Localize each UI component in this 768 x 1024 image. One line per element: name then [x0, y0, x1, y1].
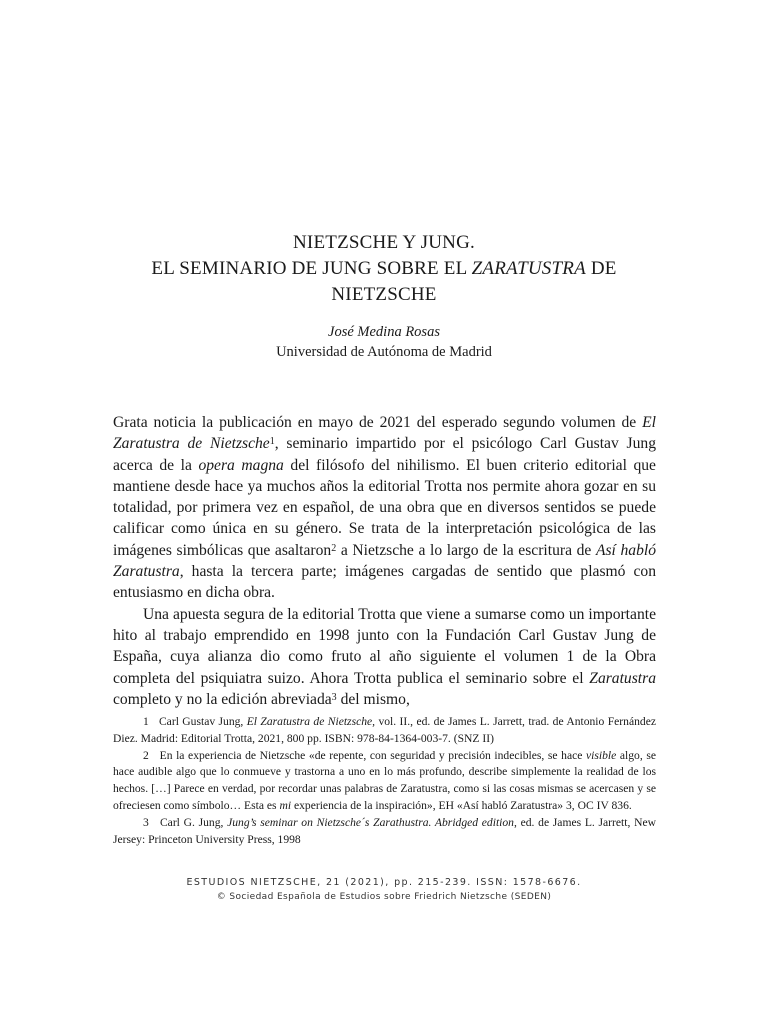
author-affiliation: Universidad de Autónoma de Madrid — [276, 344, 492, 360]
p2-text-1: Una apuesta segura de la editorial Trotta que viene a sumarse como un importante hito al trabajo emprendido en 1998 junto con la Fundación Carl Gustav Jung de España, cuya alianza dio como fruto al año siguiente el volumen 1 de la Obra completa del psiquiatra suizo. Ahora Trotta publica el seminario sobre el — [113, 605, 656, 687]
p1-italic-2: opera magna — [198, 456, 284, 474]
footnote-3-number: 3 — [143, 815, 149, 829]
footnote-3-text-a: Carl G. Jung, — [159, 815, 228, 829]
title-line-2-end: DE — [585, 258, 617, 279]
p2-text-2: completo y no la edición abreviada — [113, 690, 332, 708]
footnote-2-text-c: experiencia de la inspiración», EH «Así habló Zaratustra» 3, OC IV 836. — [291, 798, 632, 812]
p1-text-1: Grata noticia la publicación en mayo de 2021 del esperado segundo volumen de — [113, 414, 643, 431]
footnote-1-italic-2: de Nietzsche, — [310, 715, 376, 728]
article-body — [113, 412, 656, 710]
footnote-1-italic-1: El Zaratustra — [246, 715, 311, 728]
paragraph-2 — [113, 604, 656, 710]
footnote-2 — [113, 748, 656, 815]
author-block — [0, 322, 768, 362]
footnote-3-text-b: , ed. de James L. Jarrett, New Jersey: Princeton University Press, 1998 — [113, 815, 656, 846]
footnote-2-italic-2: mi — [279, 798, 292, 812]
title-line-3: NIETZSCHE — [331, 284, 437, 305]
p1-text-2: , seminario impartido por el psicólogo Carl Gustav Jung acerca de la — [113, 435, 656, 474]
footnote-1-number: 1 — [143, 715, 149, 728]
title-line-1: NIETZSCHE Y JUNG. — [293, 232, 475, 253]
footnote-1-text-b: vol. II., ed. de James L. Jarrett, trad. de Antonio Fernández Diez. Madrid: Editorial Trotta, 2021, 800 pp. ISBN: 978-84-1364-003-7. (SNZ II) — [113, 715, 656, 745]
footnote-ref-2[interactable]: 2 — [331, 542, 337, 554]
p1-text-3: del filósofo del nihilismo. El buen criterio editorial que mantiene desde hace ya muchos años la editorial Trotta nos permite ahora gozar en su totalidad, por primera vez en español, de una obra que en diversos sentidos se puede calificar como única en su género. Se trata de la interpretación psicológica de las imágenes simbólicas que asaltaron — [113, 456, 656, 559]
footnote-2-italic-1: visible — [586, 748, 617, 762]
footnote-ref-3[interactable]: 3 — [331, 691, 337, 703]
footnotes — [113, 714, 656, 848]
p1-italic-1: El Zaratustra de Nietzsche — [113, 414, 656, 453]
title-line-2-start: EL SEMINARIO DE JUNG SOBRE EL — [151, 258, 472, 279]
page-footer — [0, 876, 768, 904]
article-title — [0, 230, 768, 308]
p1-text-5: , hasta la tercera parte; imágenes cargadas de sentido que plasmó con entusiasmo en dicha obra. — [113, 563, 656, 602]
journal-citation: ESTUDIOS NIETZSCHE, 21 (2021), pp. 215-239. ISSN: 1578-6676. — [186, 877, 582, 888]
footnote-ref-1[interactable]: 1 — [269, 436, 275, 448]
copyright-notice: © Sociedad Española de Estudios sobre Friedrich Nietzsche (SEDEN) — [216, 892, 552, 902]
author-name: José Medina Rosas — [328, 324, 440, 340]
p1-text-4: a Nietzsche a lo largo de la escritura de — [336, 541, 596, 559]
title-line-2 — [0, 256, 768, 282]
p2-text-3: del mismo, — [336, 690, 410, 708]
paragraph-1 — [113, 412, 656, 604]
footnote-3 — [113, 815, 656, 849]
footnote-3-italic: Jung’s seminar on Nietzsche´s Zarathustra. Abridged edition — [227, 815, 514, 829]
p1-italic-3: Así habló Zaratustra — [113, 541, 656, 581]
footnote-2-text-b: algo, se hace audible algo que lo conmueve y trastorna a uno en lo más profundo, describe simplemente la realidad de los hechos. […] Parece en verdad, por recordar unas palabras de Zaratustra, como si las cosas mismas se acercasen y se ofreciesen como símbolo… Esta es — [113, 748, 656, 812]
footnote-2-number: 2 — [143, 748, 149, 762]
title-zaratustra: ZARATUSTRA — [471, 258, 586, 279]
footnote-1 — [113, 714, 656, 748]
footnote-2-text-a: En la experiencia de Nietzsche «de repente, con seguridad y precisión indecibles, se hace — [159, 748, 586, 762]
footnote-1-text-a: Carl Gustav Jung, — [158, 715, 247, 728]
p2-italic-1: Zaratustra — [589, 669, 656, 687]
